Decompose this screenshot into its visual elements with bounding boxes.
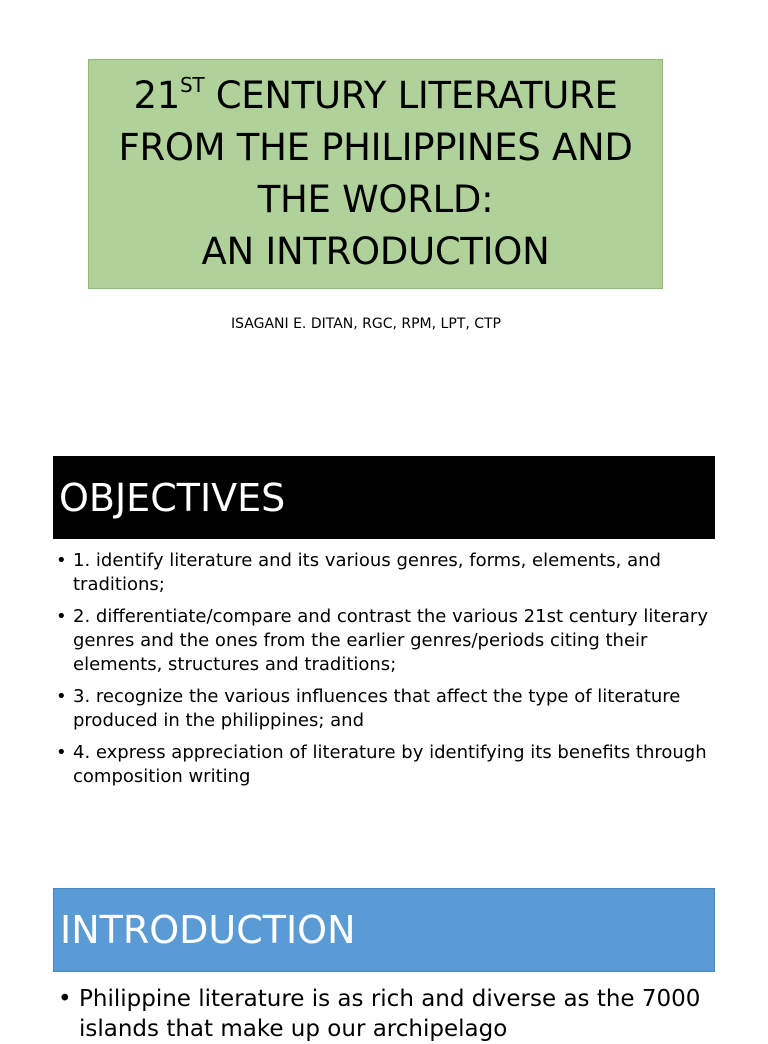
slide-title xyxy=(118,70,632,278)
objective-text: 3. recognize the various influences that affect the type of literature produced in the philippines; and xyxy=(73,686,681,731)
list-item xyxy=(56,685,716,733)
bullet-icon: • xyxy=(58,986,72,1012)
objective-text: 2. differentiate/compare and contrast the various 21st century literary genres and the ones from the earlier genres/periods citing their elements, structures and traditions; xyxy=(73,606,708,675)
bullet-icon: • xyxy=(56,606,67,627)
objectives-heading-text: OBJECTIVES xyxy=(59,475,286,520)
introduction-heading-text: INTRODUCTION xyxy=(60,908,356,952)
objectives-heading xyxy=(53,456,715,539)
bullet-icon: • xyxy=(56,742,67,763)
title-box xyxy=(88,59,663,289)
title-line-2: FROM THE PHILIPPINES AND xyxy=(118,126,633,169)
bullet-icon: • xyxy=(56,686,67,707)
title-line-3: THE WORLD: xyxy=(257,178,494,221)
introduction-list xyxy=(58,984,718,1044)
objectives-list xyxy=(56,549,716,797)
author-subtitle: ISAGANI E. DITAN, RGC, RPM, LPT, CTP xyxy=(230,316,502,332)
title-superscript: ST xyxy=(179,73,205,97)
list-item xyxy=(56,549,716,597)
list-item xyxy=(58,984,718,1044)
title-line-4: AN INTRODUCTION xyxy=(201,230,550,273)
title-number: 21 xyxy=(133,74,180,117)
list-item xyxy=(56,605,716,677)
bullet-icon: • xyxy=(56,550,67,571)
title-line-1: CENTURY LITERATURE xyxy=(204,74,618,117)
list-item xyxy=(56,741,716,789)
introduction-heading xyxy=(53,888,715,972)
objective-text: 4. express appreciation of literature by identifying its benefits through composition writing xyxy=(73,742,707,787)
introduction-text: Philippine literature is as rich and diverse as the 7000 islands that make up our archipelago xyxy=(79,986,701,1042)
objective-text: 1. identify literature and its various genres, forms, elements, and traditions; xyxy=(73,550,661,595)
